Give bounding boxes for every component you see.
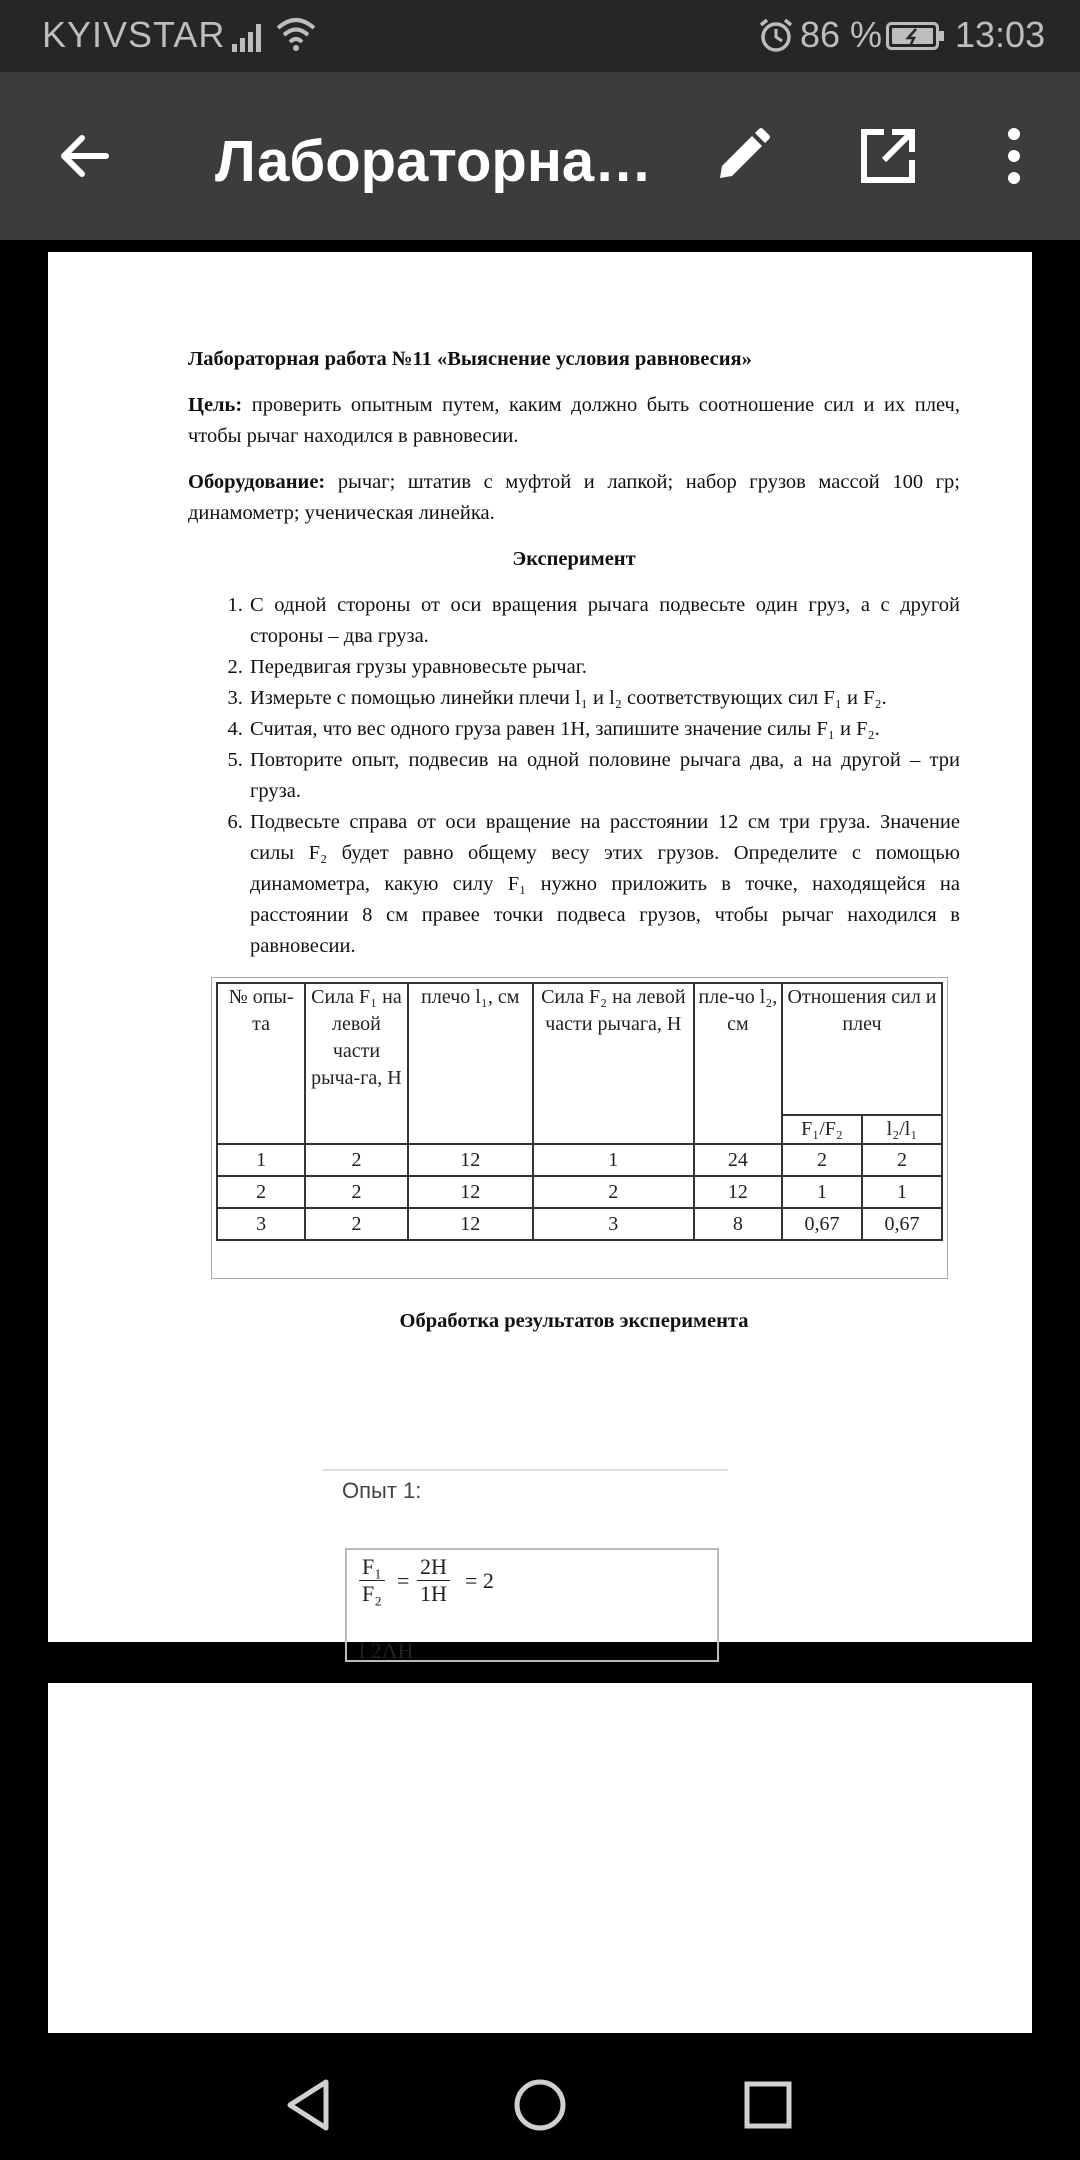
lab-title: Лабораторная работа №11 «Выяснение условия равновесия» xyxy=(188,348,752,370)
fraction-forces xyxy=(359,1554,385,1607)
equipment-paragraph xyxy=(188,467,960,529)
equals-sign: = xyxy=(397,1568,410,1593)
open-external-button[interactable] xyxy=(846,114,930,198)
back-button[interactable] xyxy=(42,114,126,198)
table-cell: 12 xyxy=(694,1176,782,1208)
wifi-icon xyxy=(276,16,316,57)
solution-formula xyxy=(345,1548,719,1662)
battery-percentage: 86 % xyxy=(800,14,883,55)
header-ratios: Отношения сил и плеч xyxy=(782,983,942,1115)
table-cell: 2 xyxy=(782,1144,862,1176)
app-bar xyxy=(0,72,1080,240)
navigation-bar xyxy=(0,2040,1080,2160)
results-table-frame xyxy=(211,977,948,1279)
step-item: 5. Повторите опыт, подвесив на одной половине рычага два, а на другой – три груза. xyxy=(248,745,960,807)
header-ratio-l: l₂/l₁ xyxy=(862,1115,942,1144)
table-cell: 0,67 xyxy=(782,1208,862,1240)
more-vert-icon xyxy=(1004,126,1024,186)
alarm-icon xyxy=(758,17,794,58)
table-cell: 0,67 xyxy=(862,1208,942,1240)
clock: 13:03 xyxy=(955,14,1046,55)
header-ratio-f: F₁/F₂ xyxy=(782,1115,862,1144)
carrier-name: KYIVSTAR xyxy=(42,14,226,55)
table-cell: 1 xyxy=(782,1176,862,1208)
table-cell: 1 xyxy=(217,1144,305,1176)
signal-icon xyxy=(232,20,266,57)
equipment-label: Оборудование: xyxy=(188,471,326,493)
table-cell: 2 xyxy=(305,1144,408,1176)
step-item: 3. Измерьте с помощью линейки плечи l₁ и l₂ соответствующих сил F₁ и F₂. xyxy=(248,683,960,714)
table-cell: 2 xyxy=(217,1176,305,1208)
header-force-f2: Сила F₂ на левой части рычага, Н xyxy=(533,983,694,1144)
document-page-2 xyxy=(48,1683,1032,2033)
circle-home-icon xyxy=(505,2070,575,2140)
table-row xyxy=(217,1176,942,1208)
table-cell: 24 xyxy=(694,1144,782,1176)
square-recents-icon xyxy=(733,2070,803,2140)
nav-home-button[interactable] xyxy=(505,2070,575,2140)
divider xyxy=(323,1469,728,1471)
step-item: 1. С одной стороны от оси вращения рычага подвесьте один груз, а с другой стороны – два груза. xyxy=(248,590,960,652)
table-cell: 2 xyxy=(862,1144,942,1176)
table-cell: 12 xyxy=(408,1144,533,1176)
step-item: 6. Подвесьте справа от оси вращение на расстоянии 12 см три груза. Значение силы F₂ будет равно общему весу этих грузов. Определите с помощью динамометра, какую силу F₁ нужно приложить в точке, находящейся на расстоянии 8 см правее точки подвеса грузов, чтобы рычаг находился в равновесии. xyxy=(248,807,960,962)
edit-button[interactable] xyxy=(700,114,784,198)
document-body xyxy=(188,344,960,962)
arrow-left-icon xyxy=(56,128,112,184)
table-cell: 3 xyxy=(217,1208,305,1240)
document-page xyxy=(48,252,1032,1663)
solution-label: Опыт 1: xyxy=(342,1478,422,1503)
table-cell: 1 xyxy=(862,1176,942,1208)
formula-partial-line: l 2ΛН xyxy=(359,1638,414,1663)
fraction-values xyxy=(417,1554,450,1607)
step-item: 4. Считая, что вес одного груза равен 1Н, запишите значение силы F₁ и F₂. xyxy=(248,714,960,745)
table-cell: 2 xyxy=(305,1176,408,1208)
formula-result: = 2 xyxy=(465,1568,494,1593)
header-arm-l2: пле-чо l₂, см xyxy=(694,983,782,1144)
table-cell: 1 xyxy=(533,1144,694,1176)
table-row xyxy=(217,1144,942,1176)
pencil-icon xyxy=(712,126,772,186)
battery-icon xyxy=(886,22,946,55)
fraction-numerator: F₁ xyxy=(359,1554,385,1581)
triangle-back-icon xyxy=(274,2070,344,2140)
fraction-denominator: 1Н xyxy=(420,1581,447,1606)
open-in-new-icon xyxy=(858,126,918,186)
fraction-numerator: 2Н xyxy=(417,1554,450,1581)
fraction-denominator: F₂ xyxy=(362,1581,382,1606)
header-arm-l1: плечо l₁, см xyxy=(408,983,533,1144)
steps-list xyxy=(188,590,960,962)
header-force-f1: Сила F₁ на левой части рыча-га, Н xyxy=(305,983,408,1144)
table-cell: 12 xyxy=(408,1208,533,1240)
equipment-text: рычаг; штатив с муфтой и лапкой; набор грузов массой 100 гр; динамометр; ученическая линейка. xyxy=(188,471,960,524)
document-title: Лабораторна… xyxy=(215,129,653,194)
table-cell: 2 xyxy=(533,1176,694,1208)
nav-back-button[interactable] xyxy=(274,2070,344,2140)
experiment-heading: Эксперимент xyxy=(512,548,636,570)
header-experiment-number: № опы-та xyxy=(217,983,305,1144)
nav-recents-button[interactable] xyxy=(733,2070,803,2140)
goal-label: Цель: xyxy=(188,394,243,416)
goal-paragraph xyxy=(188,390,960,452)
status-bar xyxy=(0,0,1080,72)
results-table xyxy=(216,982,943,1241)
table-row xyxy=(217,1208,942,1240)
results-heading: Обработка результатов эксперимента xyxy=(399,1310,749,1332)
table-cell: 2 xyxy=(305,1208,408,1240)
table-cell: 8 xyxy=(694,1208,782,1240)
table-cell: 12 xyxy=(408,1176,533,1208)
step-item: 2. Передвигая грузы уравновесьте рычаг. xyxy=(248,652,960,683)
table-cell: 3 xyxy=(533,1208,694,1240)
more-options-button[interactable] xyxy=(972,114,1056,198)
goal-text: проверить опытным путем, каким должно быть соотношение сил и их плеч, чтобы рычаг находился в равновесии. xyxy=(188,394,960,447)
